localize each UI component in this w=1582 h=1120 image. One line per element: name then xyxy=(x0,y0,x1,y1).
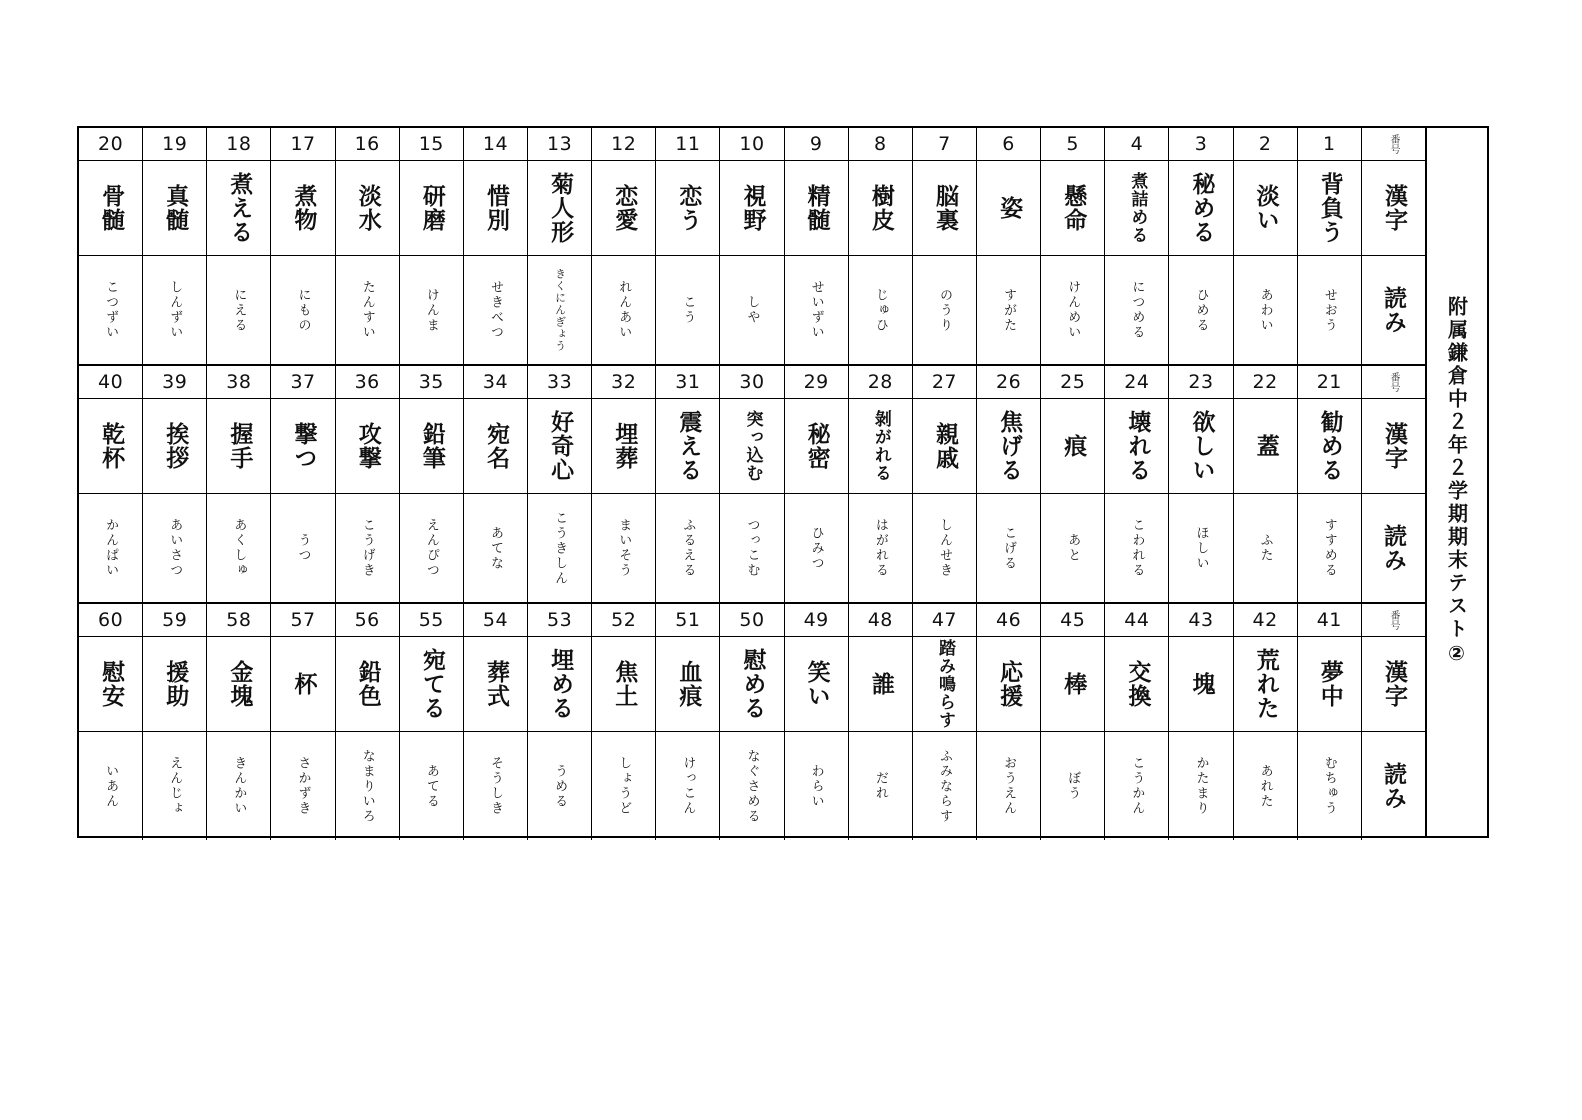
item-kanji: 交換 xyxy=(1105,637,1168,732)
item-column xyxy=(464,128,528,364)
item-kanji: 夢中 xyxy=(1298,637,1361,732)
item-number: 6 xyxy=(977,128,1040,161)
item-kanji: 突っ込む xyxy=(720,399,783,494)
item-reading: にもの xyxy=(295,287,311,333)
item-kanji: 荒れた xyxy=(1234,637,1297,732)
item-number: 54 xyxy=(464,604,527,637)
item-kanji: 蓋 xyxy=(1234,399,1297,494)
item-kanji: 恋う xyxy=(656,161,719,256)
item-number: 39 xyxy=(143,366,206,399)
item-column xyxy=(336,604,400,840)
item-number: 13 xyxy=(528,128,591,161)
item-column xyxy=(1234,128,1298,364)
item-number: 42 xyxy=(1234,604,1297,637)
item-column xyxy=(592,604,656,840)
item-kanji: 棒 xyxy=(1041,637,1104,732)
item-number: 17 xyxy=(271,128,334,161)
item-kanji: 煮詰める xyxy=(1105,161,1168,256)
item-reading: ふみならす xyxy=(936,748,952,824)
item-kanji: 鉛色 xyxy=(336,637,399,732)
vocabulary-table xyxy=(79,128,1427,836)
item-column xyxy=(785,604,849,840)
item-reading: にえる xyxy=(231,287,247,333)
item-reading: うつ xyxy=(295,533,311,563)
item-reading: すすめる xyxy=(1321,518,1337,578)
item-reading: こわれる xyxy=(1129,518,1145,578)
item-reading: けっこん xyxy=(680,756,696,816)
item-kanji: 秘密 xyxy=(785,399,848,494)
item-number: 33 xyxy=(528,366,591,399)
item-kanji: 慰安 xyxy=(79,637,142,732)
item-kanji: 脳裏 xyxy=(913,161,976,256)
item-reading: ふた xyxy=(1257,533,1273,563)
reading-label: 読み xyxy=(1379,762,1406,810)
item-kanji: 煮える xyxy=(207,161,270,256)
item-reading: こげる xyxy=(1001,525,1017,571)
item-column xyxy=(207,128,271,364)
header-column xyxy=(1362,604,1425,840)
kanji-label: 漢字 xyxy=(1362,637,1425,732)
item-kanji: 淡水 xyxy=(336,161,399,256)
item-number: 21 xyxy=(1298,366,1361,399)
item-column xyxy=(271,366,335,602)
item-reading: のうり xyxy=(936,287,952,333)
item-number: 40 xyxy=(79,366,142,399)
item-reading: あてな xyxy=(487,525,503,571)
item-kanji: 塊 xyxy=(1169,637,1232,732)
item-number: 5 xyxy=(1041,128,1104,161)
item-number: 46 xyxy=(977,604,1040,637)
item-kanji: 勧める xyxy=(1298,399,1361,494)
item-column xyxy=(849,366,913,602)
item-reading: あくしゅ xyxy=(231,518,247,578)
item-reading: かんぱい xyxy=(103,518,119,578)
item-kanji: 親戚 xyxy=(913,399,976,494)
item-column xyxy=(207,604,271,840)
item-kanji: 背負う xyxy=(1298,161,1361,256)
item-number: 31 xyxy=(656,366,719,399)
table-block xyxy=(79,602,1425,840)
item-reading: だれ xyxy=(872,771,888,801)
item-reading: あれた xyxy=(1257,763,1273,809)
item-number: 56 xyxy=(336,604,399,637)
item-number: 49 xyxy=(785,604,848,637)
item-column xyxy=(1105,604,1169,840)
item-number: 19 xyxy=(143,128,206,161)
item-column xyxy=(977,604,1041,840)
item-kanji: 笑い xyxy=(785,637,848,732)
item-reading: しょうど xyxy=(616,756,632,816)
item-column xyxy=(143,128,207,364)
item-reading: なまりいろ xyxy=(359,748,375,824)
item-reading: むちゅう xyxy=(1321,756,1337,816)
item-kanji: 葬式 xyxy=(464,637,527,732)
item-number: 26 xyxy=(977,366,1040,399)
item-column xyxy=(913,366,977,602)
item-reading: さかずき xyxy=(295,756,311,816)
item-kanji: 血痕 xyxy=(656,637,719,732)
reading-label: 読み xyxy=(1379,524,1406,572)
item-column xyxy=(1041,128,1105,364)
item-column xyxy=(785,128,849,364)
item-kanji: 宛てる xyxy=(400,637,463,732)
item-column xyxy=(913,604,977,840)
item-reading: わらい xyxy=(808,763,824,809)
item-number: 55 xyxy=(400,604,463,637)
item-kanji: 視野 xyxy=(720,161,783,256)
item-column xyxy=(720,604,784,840)
item-number: 22 xyxy=(1234,366,1297,399)
item-kanji: 煮物 xyxy=(271,161,334,256)
item-reading: こうげき xyxy=(359,518,375,578)
kanji-label: 漢字 xyxy=(1362,399,1425,494)
item-column xyxy=(143,366,207,602)
item-reading: につめる xyxy=(1129,280,1145,340)
item-column xyxy=(656,128,720,364)
item-column xyxy=(977,366,1041,602)
item-column xyxy=(79,366,143,602)
item-reading: えんじょ xyxy=(167,756,183,816)
item-reading: こう xyxy=(680,295,696,325)
item-number: 47 xyxy=(913,604,976,637)
item-column xyxy=(1298,604,1362,840)
number-label: 番号 xyxy=(1362,604,1425,637)
item-kanji: 誰 xyxy=(849,637,912,732)
item-number: 24 xyxy=(1105,366,1168,399)
item-kanji: 慰める xyxy=(720,637,783,732)
item-reading: たんすい xyxy=(359,280,375,340)
item-reading: おうえん xyxy=(1001,756,1017,816)
item-number: 10 xyxy=(720,128,783,161)
item-number: 15 xyxy=(400,128,463,161)
item-kanji: 撃つ xyxy=(271,399,334,494)
item-kanji: 好奇心 xyxy=(528,399,591,494)
item-reading: いあん xyxy=(103,763,119,809)
item-number: 32 xyxy=(592,366,655,399)
item-number: 14 xyxy=(464,128,527,161)
vocabulary-sheet xyxy=(77,126,1489,838)
item-kanji: 姿 xyxy=(977,161,1040,256)
item-number: 12 xyxy=(592,128,655,161)
item-kanji: 踏み鳴らす xyxy=(913,637,976,732)
item-kanji: 杯 xyxy=(271,637,334,732)
item-number: 45 xyxy=(1041,604,1104,637)
item-number: 41 xyxy=(1298,604,1361,637)
item-reading: まいそう xyxy=(616,518,632,578)
item-number: 51 xyxy=(656,604,719,637)
item-number: 30 xyxy=(720,366,783,399)
item-kanji: 応援 xyxy=(977,637,1040,732)
item-reading: つっこむ xyxy=(744,518,760,578)
item-kanji: 壊れる xyxy=(1105,399,1168,494)
item-kanji: 惜別 xyxy=(464,161,527,256)
item-kanji: 焦土 xyxy=(592,637,655,732)
item-reading: あいさつ xyxy=(167,518,183,578)
item-number: 20 xyxy=(79,128,142,161)
item-kanji: 真髄 xyxy=(143,161,206,256)
item-reading: ぼう xyxy=(1065,771,1081,801)
item-reading: あてる xyxy=(423,763,439,809)
item-column xyxy=(1169,604,1233,840)
item-reading: あと xyxy=(1065,533,1081,563)
number-label: 番号 xyxy=(1362,366,1425,399)
kanji-label: 漢字 xyxy=(1362,161,1425,256)
item-column xyxy=(1298,366,1362,602)
item-number: 7 xyxy=(913,128,976,161)
item-kanji: 痕 xyxy=(1041,399,1104,494)
item-kanji: 秘める xyxy=(1169,161,1232,256)
item-number: 28 xyxy=(849,366,912,399)
item-reading: せきべつ xyxy=(487,280,503,340)
item-reading: こうかん xyxy=(1129,756,1145,816)
item-kanji: 欲しい xyxy=(1169,399,1232,494)
item-number: 38 xyxy=(207,366,270,399)
table-block xyxy=(79,364,1425,602)
header-column xyxy=(1362,128,1425,364)
item-column xyxy=(977,128,1041,364)
item-column xyxy=(207,366,271,602)
item-column xyxy=(1169,128,1233,364)
item-reading: なぐさめる xyxy=(744,748,760,824)
item-column xyxy=(271,128,335,364)
item-number: 35 xyxy=(400,366,463,399)
item-kanji: 樹皮 xyxy=(849,161,912,256)
item-kanji: 骨髄 xyxy=(79,161,142,256)
item-column xyxy=(1234,366,1298,602)
item-column xyxy=(528,604,592,840)
header-column xyxy=(1362,366,1425,602)
item-kanji: 菊人形 xyxy=(528,161,591,256)
item-kanji: 挨拶 xyxy=(143,399,206,494)
item-number: 11 xyxy=(656,128,719,161)
table-block xyxy=(79,128,1425,364)
item-number: 60 xyxy=(79,604,142,637)
item-number: 52 xyxy=(592,604,655,637)
item-number: 8 xyxy=(849,128,912,161)
item-reading: かたまり xyxy=(1193,756,1209,816)
item-column xyxy=(1298,128,1362,364)
item-column xyxy=(1234,604,1298,840)
item-column xyxy=(400,128,464,364)
item-number: 9 xyxy=(785,128,848,161)
item-column xyxy=(271,604,335,840)
item-column xyxy=(1105,128,1169,364)
item-column xyxy=(785,366,849,602)
item-column xyxy=(849,604,913,840)
item-column xyxy=(336,128,400,364)
item-number: 34 xyxy=(464,366,527,399)
item-kanji: 援助 xyxy=(143,637,206,732)
item-column xyxy=(79,128,143,364)
item-reading: きんかい xyxy=(231,756,247,816)
item-column xyxy=(1105,366,1169,602)
item-column xyxy=(720,366,784,602)
item-column xyxy=(592,366,656,602)
item-reading: けんま xyxy=(423,287,439,333)
item-reading: はがれる xyxy=(872,518,888,578)
item-reading: ひめる xyxy=(1193,287,1209,333)
item-reading: れんあい xyxy=(616,280,632,340)
item-reading: しや xyxy=(744,295,760,325)
item-number: 25 xyxy=(1041,366,1104,399)
item-kanji: 恋愛 xyxy=(592,161,655,256)
item-number: 29 xyxy=(785,366,848,399)
item-kanji: 攻撃 xyxy=(336,399,399,494)
item-reading: そうしき xyxy=(487,756,503,816)
item-number: 16 xyxy=(336,128,399,161)
item-reading: うめる xyxy=(552,763,568,809)
item-column xyxy=(1041,604,1105,840)
item-kanji: 埋葬 xyxy=(592,399,655,494)
item-column xyxy=(592,128,656,364)
item-column xyxy=(1041,366,1105,602)
item-number: 3 xyxy=(1169,128,1232,161)
item-reading: しんせき xyxy=(936,518,952,578)
item-number: 43 xyxy=(1169,604,1232,637)
item-column xyxy=(464,366,528,602)
item-kanji: 懸命 xyxy=(1041,161,1104,256)
item-number: 50 xyxy=(720,604,783,637)
item-column xyxy=(400,604,464,840)
item-reading: ふるえる xyxy=(680,518,696,578)
item-kanji: 淡い xyxy=(1234,161,1297,256)
item-column xyxy=(464,604,528,840)
item-reading: しんずい xyxy=(167,280,183,340)
item-kanji: 震える xyxy=(656,399,719,494)
item-number: 37 xyxy=(271,366,334,399)
item-number: 23 xyxy=(1169,366,1232,399)
item-reading: じゅひ xyxy=(872,287,888,333)
item-number: 27 xyxy=(913,366,976,399)
item-reading: あわい xyxy=(1257,287,1273,333)
item-reading: えんぴつ xyxy=(423,518,439,578)
item-kanji: 剝がれる xyxy=(849,399,912,494)
item-number: 48 xyxy=(849,604,912,637)
item-column xyxy=(1169,366,1233,602)
item-reading: けんめい xyxy=(1065,280,1081,340)
item-column xyxy=(528,366,592,602)
item-number: 44 xyxy=(1105,604,1168,637)
item-reading: ほしい xyxy=(1193,525,1209,571)
item-number: 18 xyxy=(207,128,270,161)
item-reading: こつずい xyxy=(103,280,119,340)
item-reading: ひみつ xyxy=(808,525,824,571)
item-column xyxy=(143,604,207,840)
item-reading: すがた xyxy=(1001,287,1017,333)
item-number: 59 xyxy=(143,604,206,637)
item-column xyxy=(849,128,913,364)
item-number: 58 xyxy=(207,604,270,637)
item-column xyxy=(656,366,720,602)
item-column xyxy=(79,604,143,840)
item-kanji: 研磨 xyxy=(400,161,463,256)
item-reading: せいずい xyxy=(808,280,824,340)
item-column xyxy=(656,604,720,840)
item-number: 4 xyxy=(1105,128,1168,161)
item-column xyxy=(720,128,784,364)
item-kanji: 宛名 xyxy=(464,399,527,494)
item-number: 36 xyxy=(336,366,399,399)
item-reading: せおう xyxy=(1321,287,1337,333)
item-column xyxy=(400,366,464,602)
item-number: 53 xyxy=(528,604,591,637)
item-number: 57 xyxy=(271,604,334,637)
item-kanji: 埋める xyxy=(528,637,591,732)
item-column xyxy=(336,366,400,602)
item-kanji: 金塊 xyxy=(207,637,270,732)
sheet-title: 附属鎌倉中２年２学期期末テスト② xyxy=(1444,296,1469,668)
item-kanji: 握手 xyxy=(207,399,270,494)
item-column xyxy=(528,128,592,364)
item-number: 1 xyxy=(1298,128,1361,161)
item-reading: こうきしん xyxy=(552,510,568,586)
number-label: 番号 xyxy=(1362,128,1425,161)
item-kanji: 精髄 xyxy=(785,161,848,256)
reading-label: 読み xyxy=(1379,286,1406,334)
item-column xyxy=(913,128,977,364)
item-kanji: 焦げる xyxy=(977,399,1040,494)
item-reading: きくにんぎょう xyxy=(553,268,567,352)
item-number: 2 xyxy=(1234,128,1297,161)
item-kanji: 鉛筆 xyxy=(400,399,463,494)
item-kanji: 乾杯 xyxy=(79,399,142,494)
